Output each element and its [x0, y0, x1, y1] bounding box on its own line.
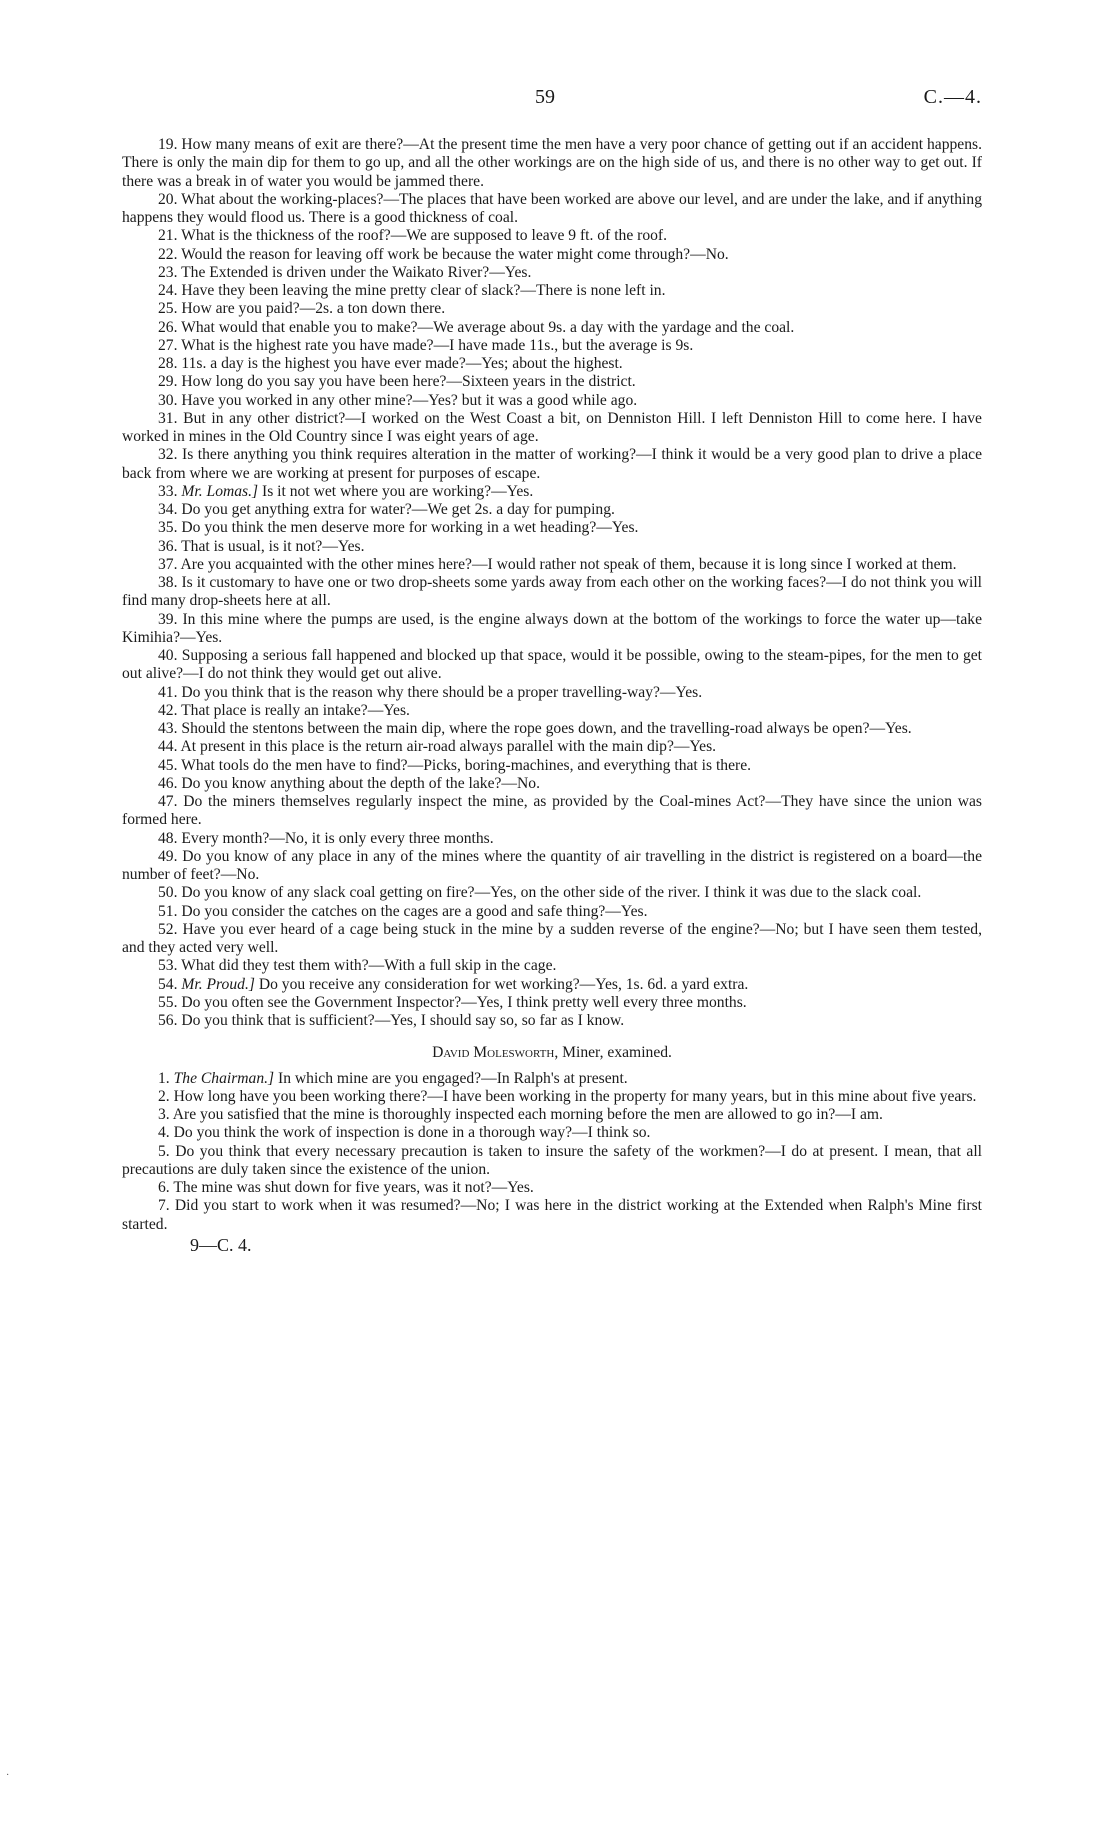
- question-paragraph: [122, 300, 982, 318]
- question-number: 45.: [158, 756, 178, 774]
- question-paragraph: [122, 227, 982, 245]
- evidence-section-2: [122, 1070, 982, 1234]
- speaker-name: The Chairman.]: [173, 1069, 275, 1087]
- question-number: 36.: [158, 537, 178, 555]
- question-paragraph: [122, 1124, 982, 1142]
- question-number: 5.: [158, 1142, 170, 1160]
- speaker-name: Mr. Lomas.]: [181, 482, 259, 500]
- question-paragraph: [122, 246, 982, 264]
- witness-header: [122, 1044, 982, 1062]
- question-number: 35.: [158, 519, 178, 537]
- question-number: 51.: [158, 902, 178, 920]
- question-number: 33.: [158, 482, 178, 500]
- question-number: 23.: [158, 263, 178, 281]
- question-text: Do you think that every necessary precaution is taken to insure the safety of the workmen?—I do at present. I mean, that all precautions are duly taken since the existence of the union.: [122, 1142, 982, 1178]
- question-number: 34.: [158, 501, 178, 518]
- document-body: [122, 136, 982, 1254]
- question-paragraph: [122, 994, 982, 1012]
- question-text: Do you think that is sufficient?—Yes, I should say so, so far as I know.: [181, 1012, 625, 1029]
- question-text: What would that enable you to make?—We average about 9s. a day with the yardage and the coal.: [181, 318, 795, 336]
- question-paragraph: [122, 410, 982, 447]
- question-text: But in any other district?—I worked on the West Coast a bit, on Denniston Hill. I left Denniston Hill to come here. I have worked in mines in the Old Country since I was eight years of age.: [122, 409, 982, 445]
- question-text: Every month?—No, it is only every three months.: [181, 829, 494, 847]
- question-number: 41.: [158, 683, 178, 701]
- question-number: 47.: [158, 793, 178, 810]
- question-paragraph: [122, 191, 982, 228]
- question-paragraph: [122, 1088, 982, 1106]
- question-paragraph: [122, 757, 982, 775]
- page-number: 59: [535, 86, 555, 108]
- question-text: Have you ever heard of a cage being stuck in the mine by a sudden reverse of the engine?—No; but I have seen them tested, and they acted very well.: [122, 920, 982, 956]
- question-text: Have they been leaving the mine pretty clear of slack?—There is none left in.: [181, 282, 666, 299]
- question-text: What about the working-places?—The places that have been worked are above our level, and are under the lake, and if anything happens they would flood us. There is a good thickness of coal.: [122, 190, 982, 226]
- question-text: Do you receive any consideration for wet working?—Yes, 1s. 6d. a yard extra.: [258, 975, 749, 993]
- question-paragraph: [122, 483, 982, 501]
- question-text: Are you satisfied that the mine is thoroughly inspected each morning before the men are allowed to go in?—I am.: [172, 1106, 883, 1123]
- question-text: How many means of exit are there?—At the present time the men have a very poor chance of getting out if an accident happens. There is only the main dip for them to go up, and all the other workings are on the high side of us, and there is no other way to get out. If there was a break in of water you would be jammed there.: [122, 136, 982, 190]
- question-paragraph: [122, 556, 982, 574]
- question-paragraph: [122, 976, 982, 994]
- question-number: 25.: [158, 300, 178, 318]
- question-paragraph: [122, 830, 982, 848]
- question-text: How long have you been working there?—I have been working in the property for many years, but in this mine about five years.: [173, 1087, 977, 1105]
- question-text: Do you think that is the reason why there should be a proper travelling-way?—Yes.: [181, 683, 703, 701]
- question-paragraph: [122, 848, 982, 885]
- question-text: Do you think the work of inspection is done in a thorough way?—I think so.: [173, 1124, 651, 1142]
- question-paragraph: [122, 684, 982, 702]
- question-number: 7.: [158, 1197, 170, 1215]
- question-number: 46.: [158, 774, 178, 792]
- question-text: Is there anything you think requires alteration in the matter of working?—I think it would be a very good plan to drive a place back from where we are working at present for purposes of escape.: [122, 446, 982, 482]
- question-paragraph: [122, 1197, 982, 1234]
- signature-mark: 9—C. 4.: [190, 1234, 252, 1255]
- question-text: That is usual, is it not?—Yes.: [181, 537, 365, 555]
- question-paragraph: [122, 538, 982, 556]
- question-paragraph: [122, 775, 982, 793]
- question-number: 32.: [158, 446, 178, 464]
- question-text: The Extended is driven under the Waikato River?—Yes.: [181, 263, 532, 281]
- question-paragraph: [122, 446, 982, 483]
- question-paragraph: [122, 337, 982, 355]
- question-paragraph: [122, 793, 982, 830]
- question-text: Would the reason for leaving off work be because the water might come through?—No.: [181, 245, 729, 263]
- question-number: 30.: [158, 391, 178, 409]
- question-number: 39.: [158, 610, 178, 628]
- question-number: 43.: [158, 720, 178, 737]
- question-paragraph: [122, 501, 982, 519]
- question-text: Supposing a serious fall happened and blocked up that space, would it be possible, owing to the steam-pipes, for the men to get out alive?—I do not think they would get out alive.: [122, 647, 983, 683]
- witness-name: David Molesworth: [432, 1044, 555, 1062]
- question-number: 26.: [158, 318, 178, 336]
- question-number: 28.: [158, 355, 178, 372]
- question-paragraph: [122, 355, 982, 373]
- question-number: 1.: [158, 1069, 170, 1087]
- question-text: Do the miners themselves regularly inspect the mine, as provided by the Coal-mines Act?—They have since the union was formed here.: [122, 793, 982, 829]
- question-number: 3.: [158, 1106, 170, 1123]
- question-number: 56.: [158, 1012, 178, 1029]
- question-paragraph: [122, 921, 982, 958]
- question-text: How are you paid?—2s. a ton down there.: [181, 300, 446, 318]
- question-text: Are you acquainted with the other mines here?—I would rather not speak of them, because it is long since I worked at them.: [180, 555, 957, 573]
- question-paragraph: [122, 373, 982, 391]
- speaker-name: Mr. Proud.]: [181, 975, 255, 993]
- question-number: 48.: [158, 829, 178, 847]
- question-paragraph: [122, 519, 982, 537]
- question-number: 52.: [158, 920, 178, 938]
- question-text: Do you know of any place in any of the mines where the quantity of air travelling in the district is registered on a board—the number of feet?—No.: [122, 847, 982, 883]
- question-text: Do you often see the Government Inspector?—Yes, I think pretty well every three months.: [181, 993, 747, 1011]
- question-text: Is it customary to have one or two drop-sheets some yards away from each other on the working faces?—I do not think you will find many drop-sheets here at all.: [122, 574, 982, 610]
- question-text: Did you start to work when it was resumed?—No; I was here in the district working at the Extended when Ralph's Mine first started.: [122, 1197, 982, 1233]
- question-paragraph: [122, 738, 982, 756]
- question-text: 11s. a day is the highest you have ever made?—Yes; about the highest.: [181, 355, 623, 372]
- question-paragraph: [122, 1179, 982, 1197]
- question-number: 38.: [158, 574, 178, 591]
- question-text: What did they test them with?—With a full skip in the cage.: [181, 957, 557, 975]
- question-number: 29.: [158, 373, 178, 391]
- question-text: What is the highest rate you have made?—I have made 11s., but the average is 9s.: [181, 336, 694, 354]
- question-paragraph: [122, 319, 982, 337]
- question-paragraph: [122, 720, 982, 738]
- question-text: What tools do the men have to find?—Picks, boring-machines, and everything that is there.: [181, 756, 752, 774]
- question-number: 54.: [158, 975, 178, 993]
- question-number: 21.: [158, 227, 178, 245]
- question-text: How long do you say you have been here?—Sixteen years in the district.: [181, 373, 636, 391]
- question-number: 42.: [158, 701, 178, 719]
- question-text: Do you know of any slack coal getting on fire?—Yes, on the other side of the river. I think it was due to the slack coal.: [181, 884, 922, 902]
- witness-role: , Miner, examined.: [554, 1044, 672, 1062]
- question-paragraph: [122, 702, 982, 720]
- question-paragraph: [122, 282, 982, 300]
- question-number: 24.: [158, 282, 178, 299]
- question-number: 44.: [158, 738, 178, 756]
- question-number: 2.: [158, 1087, 170, 1105]
- question-text: In which mine are you engaged?—In Ralph's at present.: [278, 1069, 628, 1087]
- question-number: 37.: [158, 555, 178, 573]
- question-text: What is the thickness of the roof?—We are supposed to leave 9 ft. of the roof.: [181, 227, 668, 245]
- question-paragraph: [122, 1143, 982, 1180]
- page-reference: C.—4.: [923, 86, 982, 108]
- question-number: 4.: [158, 1124, 170, 1142]
- question-paragraph: [122, 136, 982, 191]
- question-text: Is it not wet where you are working?—Yes.: [262, 482, 534, 500]
- question-text: Do you know anything about the depth of the lake?—No.: [181, 774, 540, 792]
- question-text: That place is really an intake?—Yes.: [181, 701, 410, 719]
- question-number: 40.: [158, 647, 178, 664]
- question-text: Do you think the men deserve more for working in a wet heading?—Yes.: [181, 519, 639, 537]
- question-number: 53.: [158, 957, 178, 975]
- question-paragraph: [122, 574, 982, 611]
- margin-mark: ·: [6, 1770, 10, 1781]
- question-number: 6.: [158, 1179, 170, 1196]
- question-number: 49.: [158, 847, 178, 865]
- question-text: The mine was shut down for five years, was it not?—Yes.: [173, 1179, 534, 1196]
- question-paragraph: [122, 264, 982, 282]
- question-paragraph: [122, 1012, 982, 1030]
- evidence-section-1: [122, 136, 982, 1030]
- question-number: 27.: [158, 336, 178, 354]
- question-paragraph: [122, 957, 982, 975]
- question-number: 50.: [158, 884, 178, 902]
- question-text: Do you get anything extra for water?—We get 2s. a day for pumping.: [181, 501, 615, 518]
- question-number: 19.: [158, 136, 178, 153]
- question-number: 22.: [158, 245, 178, 263]
- question-paragraph: [122, 1070, 982, 1088]
- question-paragraph: [122, 903, 982, 921]
- question-text: Have you worked in any other mine?—Yes? but it was a good while ago.: [181, 391, 638, 409]
- question-paragraph: [122, 884, 982, 902]
- question-text: In this mine where the pumps are used, is the engine always down at the bottom of the workings to force the water up—take Kimihia?—Yes.: [122, 610, 982, 646]
- question-number: 55.: [158, 993, 178, 1011]
- question-text: Should the stentons between the main dip, where the rope goes down, and the travelling-road always be open?—Yes.: [181, 720, 912, 737]
- question-paragraph: [122, 611, 982, 648]
- question-number: 31.: [158, 409, 178, 427]
- question-text: Do you consider the catches on the cages are a good and safe thing?—Yes.: [181, 902, 648, 920]
- question-paragraph: [122, 392, 982, 410]
- question-paragraph: [122, 647, 982, 684]
- question-number: 20.: [158, 190, 178, 208]
- question-paragraph: [122, 1106, 982, 1124]
- question-text: At present in this place is the return air-road always parallel with the main dip?—Yes.: [180, 738, 717, 756]
